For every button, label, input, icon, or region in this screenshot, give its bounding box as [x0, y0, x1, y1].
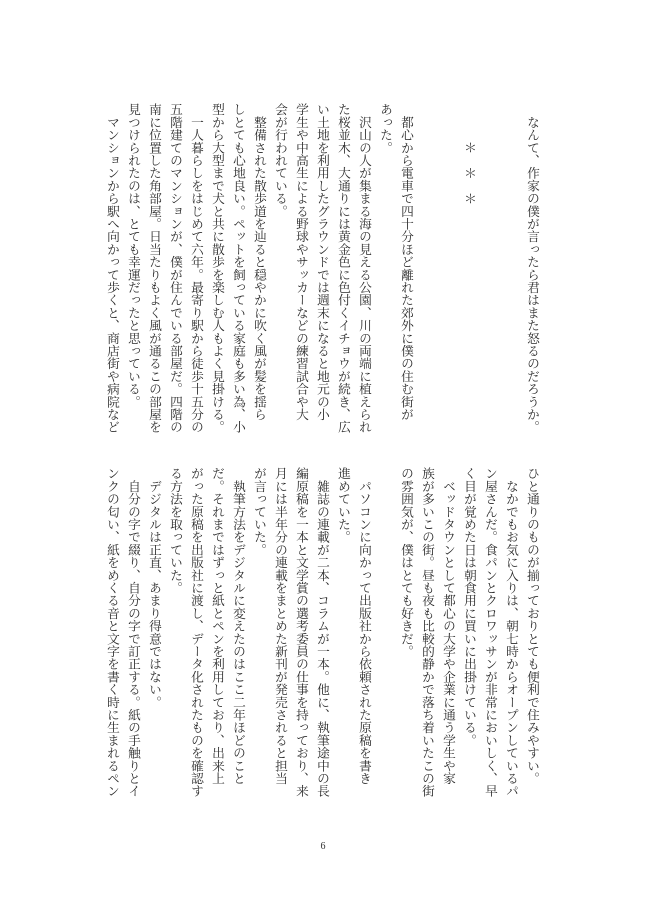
text-column: ひと通りのものが揃っておりとても便利で住みやすい。 [525, 467, 540, 785]
text-column: 会が行われている。 [273, 103, 288, 218]
text-column: なんて、作家の僕が言ったら君はまた怒るのだろうか。 [525, 103, 540, 434]
text-column: 一人暮らしをはじめて六年。最寄り駅から徒歩十五分の [189, 103, 204, 434]
text-column: 執筆方法をデジタルに変えたのはここ二年ほどのこと [231, 467, 246, 785]
blank-column [480, 103, 501, 435]
text-block-lower [102, 467, 543, 799]
text-column: 学生や中高生による野球やサッカーなどの練習試合や大 [294, 103, 309, 421]
text-column: く目が覚めた日は朝食用に買いに出掛けている。 [462, 467, 477, 747]
text-column: だ。それまではずっと紙とペンを利用しており、出来上 [210, 467, 225, 785]
text-column: 型から大型まで犬と共に散歩を楽しむ人もよく見掛ける。 [210, 103, 225, 434]
text-column: 見つけられたのは、とても幸運だったと思っている。 [126, 103, 141, 408]
text-column: 五階建てのマンションが、僕が住んでいる部屋だ。四階の [168, 103, 183, 434]
text-column: 整備された散歩道を辿ると穏やかに吹く風が髪を揺ら [252, 103, 267, 421]
text-column: 南に位置した角部屋。日当たりもよく風が通るこの部屋を [147, 103, 162, 434]
text-column: 月には半年分の連載をまとめた新刊が発売されると担当 [273, 467, 288, 785]
blank-column [417, 103, 438, 435]
page-number: 6 [320, 841, 326, 852]
text-column: 沢山の人が集まる海の見える公園、川の両端に植えられ [357, 103, 372, 434]
scene-break-asterisks: ＊ ＊ ＊ [462, 103, 477, 205]
text-column: あった。 [378, 103, 393, 154]
text-column: 都心から電車で四十分ほど離れた郊外に僕の住む街が [399, 103, 414, 421]
text-column: デジタルは正直、あまり得意ではない。 [147, 467, 162, 709]
text-column: い土地を利用したグラウンドでは週末になると地元の小 [315, 103, 330, 421]
text-column: ベッドタウンとして都心の大学や企業に通う学生や家 [441, 467, 456, 785]
text-column: がった原稿を出版社に渡し、データ化されたものを確認す [189, 467, 204, 798]
text-column: 進めていた。 [336, 467, 351, 544]
text-column: 編原稿を一本と文学賞の選考委員の仕事を持っており、来 [294, 467, 309, 798]
text-column: ンクの匂い、紙をめくる音と文字を書く時に生まれるペン [105, 467, 120, 798]
text-column: の雰囲気が、僕はとても好きだ。 [399, 467, 414, 658]
blank-column [501, 103, 522, 435]
text-column: パソコンに向かって出版社から依頼された原稿を書き [357, 467, 372, 785]
blank-column [438, 103, 459, 435]
text-column: ン屋さんだ。食パンとクロワッサンが非常においしく、早 [483, 467, 498, 798]
text-column: 族が多いこの街。昼も夜も比較的静かで落ち着いたこの街 [420, 467, 435, 798]
text-column: た桜並木、大通りには黄金色に色付くイチョウが続き、広 [336, 103, 351, 434]
text-column: が言っていた。 [252, 467, 267, 556]
text-column: しとても心地良い。ペットを飼っている家庭も多い為、小 [231, 103, 246, 434]
text-column: る方法を取っていた。 [168, 467, 183, 594]
text-block-upper [102, 103, 543, 435]
text-column: 自分の字で綴り、自分の字で訂正する。紙の手触りとイ [126, 467, 141, 798]
text-column: 雑誌の連載が二本、コラムが一本。他に、執筆途中の長 [315, 467, 330, 798]
blank-column [375, 467, 396, 799]
text-column: なかでもお気に入りは、朝七時からオープンしているパ [504, 467, 519, 798]
text-column: マンションから駅へ向かって歩くと、商店街や病院など [105, 103, 120, 434]
